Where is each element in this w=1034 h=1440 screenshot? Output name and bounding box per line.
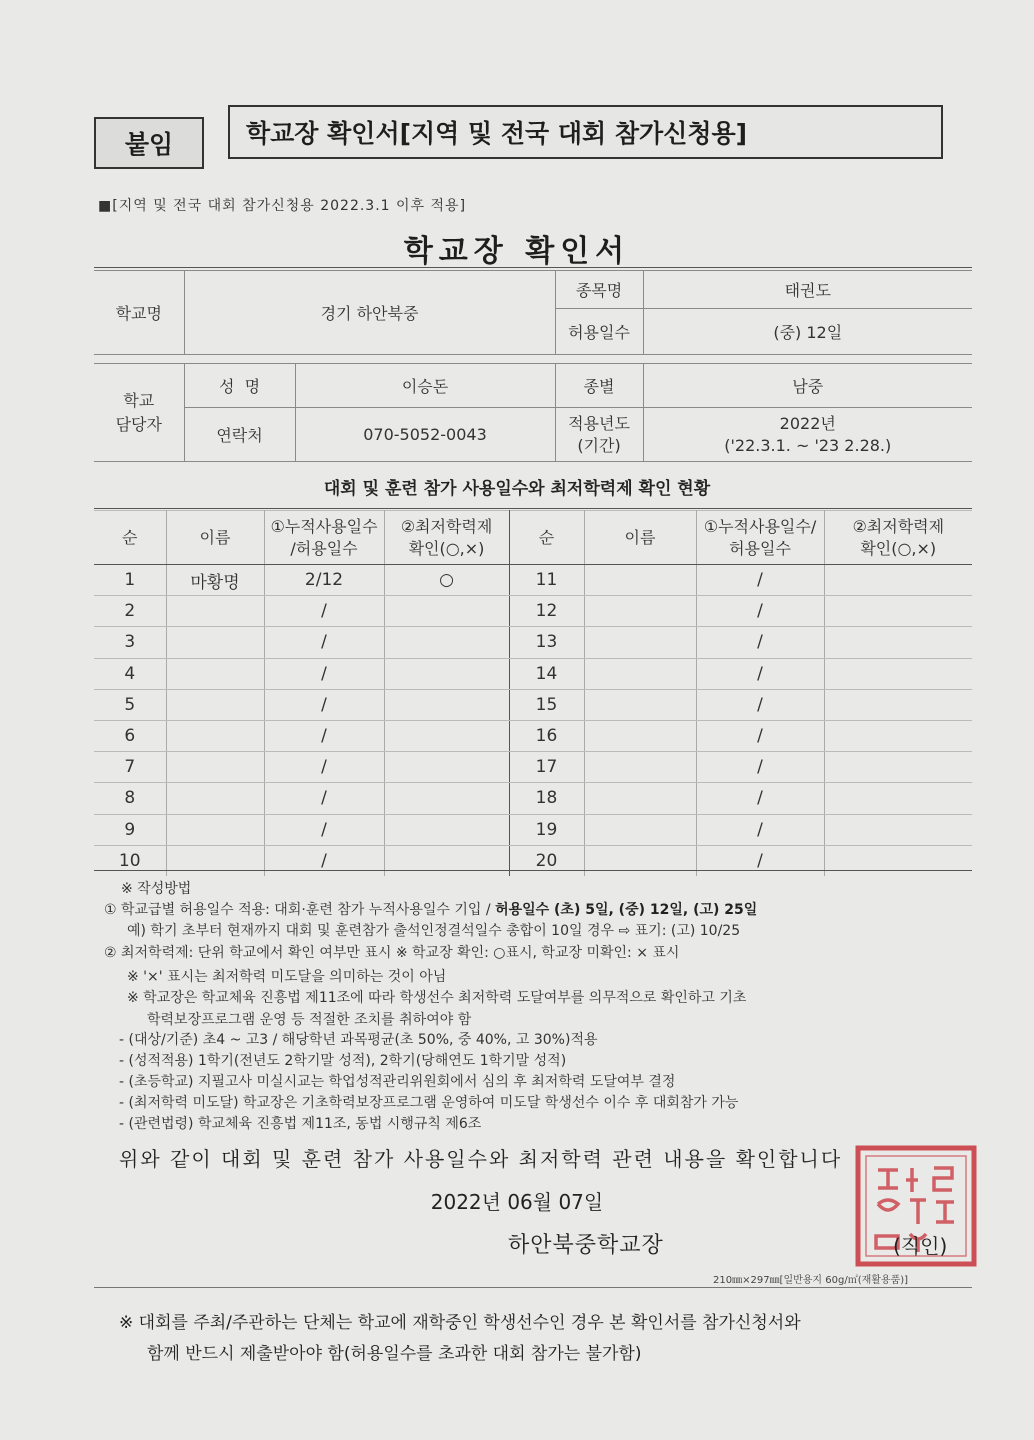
row-no: 8 xyxy=(94,783,166,814)
instruction-9: - (초등학교) 지필고사 미실시교는 학업성적관리위원회에서 심의 후 최저학력 도달여부 결정 xyxy=(119,1074,676,1090)
instruction-5: ※ 학교장은 학교체육 진흥법 제11조에 따라 학생선수 최저학력 도달여부를 의무적으로 확인하고 기초 xyxy=(127,990,747,1006)
row-name-right xyxy=(584,689,696,720)
footer-note xyxy=(119,1308,801,1370)
contact-label: 연락처 xyxy=(184,408,295,462)
row-days-right: / xyxy=(696,845,824,876)
header-academic-line2: 확인(○,×) xyxy=(408,538,485,558)
row-name-right xyxy=(584,627,696,658)
instruction-2: 예) 학기 초부터 현재까지 대회 및 훈련참가 출석인정결석일수 총합이 10일 경우 ⇨ 표기: (고) 10/25 xyxy=(127,923,741,939)
row-no-right: 13 xyxy=(509,627,584,658)
row-no: 7 xyxy=(94,752,166,783)
row-check-right xyxy=(824,783,972,814)
instruction-10: - (최저학력 미도달) 학교장은 기초학력보장프로그램 운영하여 미도달 학생선수 이수 후 대회참가 가능 xyxy=(119,1095,739,1111)
header-name: 이름 xyxy=(166,511,264,565)
form-title: 학교장 확인서[지역 및 전국 대회 참가신청용] xyxy=(228,105,943,159)
sport-label: 종목명 xyxy=(555,271,643,309)
instructions-heading: ※ 작성방법 xyxy=(121,881,192,897)
row-check-right xyxy=(824,627,972,658)
year-value xyxy=(643,408,972,462)
sport-value: 태권도 xyxy=(643,271,972,309)
header-days-right-line2: 허용일수 xyxy=(729,538,791,558)
usage-row xyxy=(94,596,972,627)
header-academic-line1: ②최저학력제 xyxy=(400,516,493,536)
instruction-8: - (성적적용) 1학기(전년도 2학기말 성적), 2학기(당해연도 1학기말 성적) xyxy=(119,1053,567,1069)
header-academic-right-line1: ②최저학력제 xyxy=(852,516,945,536)
row-days: / xyxy=(264,783,384,814)
row-days: / xyxy=(264,752,384,783)
usage-row xyxy=(94,814,972,845)
status-rule xyxy=(94,508,972,509)
row-no-right: 11 xyxy=(509,565,584,596)
row-no: 2 xyxy=(94,596,166,627)
apply-note: ■[지역 및 전국 대회 참가신청용 2022.3.1 이후 적용] xyxy=(98,198,467,214)
usage-row xyxy=(94,752,972,783)
document-title: 학교장 확인서 xyxy=(403,234,631,269)
row-days: / xyxy=(264,689,384,720)
header-days xyxy=(264,511,384,565)
usage-row xyxy=(94,720,972,751)
usage-body xyxy=(94,565,972,877)
spec-rule xyxy=(94,1287,972,1288)
year-label-line1: 적용년도 xyxy=(568,413,630,433)
usage-row xyxy=(94,627,972,658)
row-name xyxy=(166,596,264,627)
attachment-label: 붙임 xyxy=(94,117,204,169)
header-academic xyxy=(384,511,509,565)
row-check xyxy=(384,627,509,658)
row-check xyxy=(384,658,509,689)
row-check xyxy=(384,720,509,751)
footer-line-2: 함께 반드시 제출받아야 함(허용일수를 초과한 대회 참가는 불가함) xyxy=(147,1344,642,1364)
row-check xyxy=(384,596,509,627)
row-no: 10 xyxy=(94,845,166,876)
manager-label xyxy=(94,364,184,462)
instruction-3: ② 최저학력제: 단위 학교에서 확인 여부만 표시 ※ 학교장 확인: ○표시, 학교장 미확인: × 표시 xyxy=(104,945,680,961)
header-name-right: 이름 xyxy=(584,511,696,565)
row-check-right xyxy=(824,565,972,596)
row-name: 마황명 xyxy=(166,565,264,596)
row-days-right: / xyxy=(696,627,824,658)
usage-row xyxy=(94,565,972,596)
issue-date: 2022년 06월 07일 xyxy=(430,1190,604,1214)
row-name-right xyxy=(584,814,696,845)
instruction-1b: 허용일수 (초) 5일, (중) 12일, (고) 25일 xyxy=(495,902,758,918)
seal-label: (직인) xyxy=(893,1234,948,1258)
header-days-line1: ①누적사용일수 xyxy=(270,516,378,536)
row-days-right: / xyxy=(696,658,824,689)
row-name xyxy=(166,752,264,783)
row-no-right: 16 xyxy=(509,720,584,751)
usage-row xyxy=(94,845,972,876)
row-name xyxy=(166,783,264,814)
instruction-1a: ① 학교급별 허용일수 적용: 대회·훈련 참가 누적사용일수 기입 / xyxy=(104,902,496,918)
row-days: / xyxy=(264,627,384,658)
row-check-right xyxy=(824,658,972,689)
header-days-right-line1: ①누적사용일수/ xyxy=(703,516,817,536)
row-check-right xyxy=(824,596,972,627)
row-no: 4 xyxy=(94,658,166,689)
year-value-line1: 2022년 xyxy=(779,413,836,433)
row-days-right: / xyxy=(696,565,824,596)
header-academic-right-line2: 확인(○,×) xyxy=(860,538,937,558)
row-days: / xyxy=(264,720,384,751)
row-name xyxy=(166,658,264,689)
row-name-right xyxy=(584,783,696,814)
header-no-right: 순 xyxy=(509,511,584,565)
row-days-right: / xyxy=(696,814,824,845)
header-no: 순 xyxy=(94,511,166,565)
year-value-line2: ('22.3.1. ~ '23 2.28.) xyxy=(724,435,892,455)
row-days: / xyxy=(264,658,384,689)
confirmation-text: 위와 같이 대회 및 훈련 참가 사용일수와 최저학력 관련 내용을 확인합니다 xyxy=(119,1147,843,1171)
row-no-right: 19 xyxy=(509,814,584,845)
name-label: 성 명 xyxy=(184,364,295,408)
row-check-right xyxy=(824,720,972,751)
allowed-days-label: 허용일수 xyxy=(555,309,643,355)
row-check xyxy=(384,689,509,720)
allowed-days-value: (중) 12일 xyxy=(643,309,972,355)
status-title: 대회 및 훈련 참가 사용일수와 최저학력제 확인 현황 xyxy=(323,479,711,499)
row-no-right: 18 xyxy=(509,783,584,814)
usage-table xyxy=(94,510,972,876)
header-days-line2: /허용일수 xyxy=(290,538,358,558)
row-name xyxy=(166,814,264,845)
row-name xyxy=(166,627,264,658)
row-name-right xyxy=(584,752,696,783)
manager-label-line2: 담당자 xyxy=(115,414,162,434)
info-table xyxy=(94,270,972,462)
row-check-right xyxy=(824,845,972,876)
row-check xyxy=(384,783,509,814)
row-check xyxy=(384,845,509,876)
header-days-right xyxy=(696,511,824,565)
row-days-right: / xyxy=(696,596,824,627)
row-days-right: / xyxy=(696,752,824,783)
manager-label-line1: 학교 xyxy=(123,390,155,410)
row-check-right xyxy=(824,752,972,783)
row-days-right: / xyxy=(696,720,824,751)
instruction-11: - (관련법령) 학교체육 진흥법 제11조, 동법 시행규칙 제6조 xyxy=(119,1116,482,1132)
row-days: / xyxy=(264,845,384,876)
year-label xyxy=(555,408,643,462)
principal-name: 하안북중학교장 xyxy=(508,1233,664,1258)
footer-line-1: ※ 대회를 주최/주관하는 단체는 학교에 재학중인 학생선수인 경우 본 확인서를 참가신청서와 xyxy=(119,1313,801,1333)
row-check xyxy=(384,752,509,783)
header-academic-right xyxy=(824,511,972,565)
row-no: 6 xyxy=(94,720,166,751)
row-name-right xyxy=(584,565,696,596)
row-days-right: / xyxy=(696,783,824,814)
category-value: 남중 xyxy=(643,364,972,408)
row-no-right: 17 xyxy=(509,752,584,783)
row-check xyxy=(384,814,509,845)
row-name-right xyxy=(584,720,696,751)
row-no-right: 15 xyxy=(509,689,584,720)
row-name-right xyxy=(584,845,696,876)
row-name xyxy=(166,689,264,720)
row-name-right xyxy=(584,596,696,627)
year-label-line2: (기간) xyxy=(577,435,621,455)
school-label: 학교명 xyxy=(94,271,184,355)
row-no-right: 14 xyxy=(509,658,584,689)
row-check-right xyxy=(824,814,972,845)
row-days: / xyxy=(264,814,384,845)
row-days: 2/12 xyxy=(264,565,384,596)
top-rule xyxy=(94,267,972,268)
row-name xyxy=(166,845,264,876)
row-days: / xyxy=(264,596,384,627)
category-label: 종별 xyxy=(555,364,643,408)
row-days-right: / xyxy=(696,689,824,720)
row-no: 1 xyxy=(94,565,166,596)
row-check: ○ xyxy=(384,565,509,596)
row-no: 5 xyxy=(94,689,166,720)
paper-spec: 210㎜×297㎜[일반용지 60g/㎡(재활용품)] xyxy=(713,1275,909,1286)
row-name-right xyxy=(584,658,696,689)
usage-row xyxy=(94,658,972,689)
row-no: 3 xyxy=(94,627,166,658)
usage-bottom-rule xyxy=(94,870,972,871)
row-no-right: 20 xyxy=(509,845,584,876)
usage-row xyxy=(94,783,972,814)
instruction-1 xyxy=(104,899,757,919)
school-value: 경기 하안북중 xyxy=(184,271,555,355)
usage-row xyxy=(94,689,972,720)
row-check-right xyxy=(824,689,972,720)
name-value: 이승돈 xyxy=(295,364,555,408)
instruction-6: 학력보장프로그램 운영 등 적절한 조치를 취하여야 함 xyxy=(147,1012,472,1028)
row-name xyxy=(166,720,264,751)
instruction-4: ※ '×' 표시는 최저학력 미도달을 의미하는 것이 아님 xyxy=(127,969,447,985)
row-no: 9 xyxy=(94,814,166,845)
instruction-7: - (대상/기준) 초4 ~ 고3 / 해당학년 과목평균(초 50%, 중 40%, 고 30%)적용 xyxy=(119,1032,598,1048)
contact-value: 070-5052-0043 xyxy=(295,408,555,462)
row-no-right: 12 xyxy=(509,596,584,627)
